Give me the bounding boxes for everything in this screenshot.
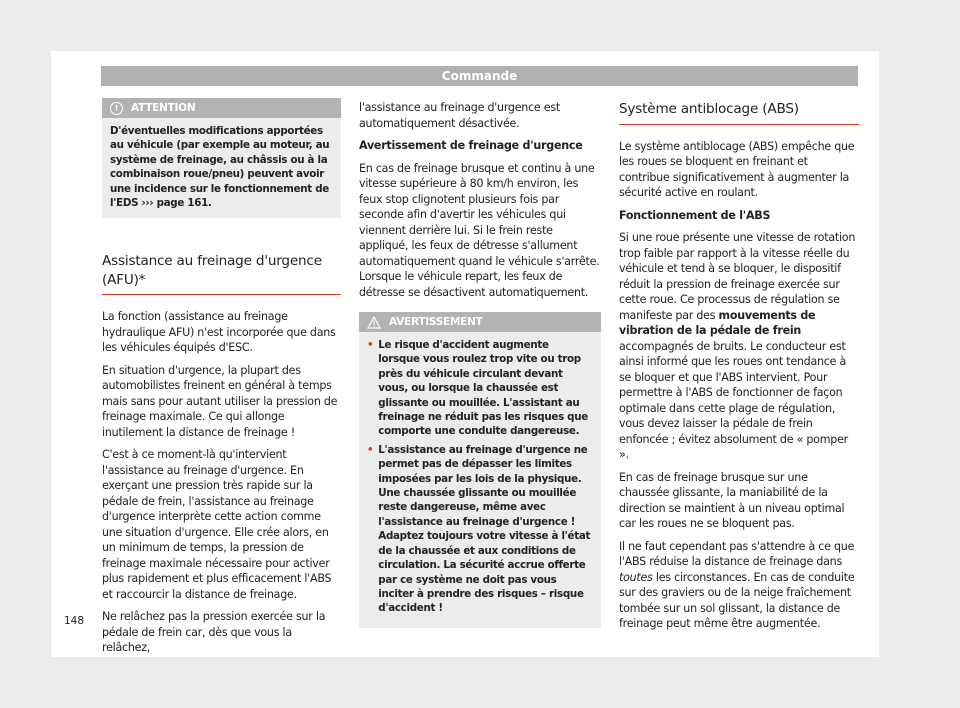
text-span: Si une roue présente une vitesse de rotation trop faible par rapport à la vitesse réelle du véhicule et tend à se bloquer, le dispositif réduit la pression de freinage exercée sur cette roue. Ce processus de régulation se manifeste par des (619, 231, 856, 322)
warning-item-text: L'assistance au freinage d'urgence ne permet pas de dépasser les limites imposées par les lois de la physique. Une chaussée glissante ou mouillée reste dangereuse, même avec l'assistance au freinage d'urgence ! Adaptez toujours votre vitesse à l'état de la chaussée et aux conditions de circulation. La sécurité accrue offerte par ce système ne doit pas vous inciter à prendre des risques – risque d'accident ! (378, 443, 591, 615)
warning-box (359, 312, 601, 628)
page-sheet (51, 51, 879, 657)
paragraph: En situation d'urgence, la plupart des automobilistes freinent en général à temps mais sans pour autant utiliser la pression de freinage maximale. Ce qui allonge inutilement la distance de freinage ! (102, 363, 338, 439)
paragraph: C'est à ce moment-là qu'intervient l'assistance au freinage d'urgence. En exerçant une pression très rapide sur la pédale de frein, l'assistance au freinage d'urgence interprète cette action comme une situation d'urgence. Elle crée alors, en un minimum de temps, la pression de freinage maximale nécessaire pour activer plus rapidement et plus efficacement l'ABS et raccourcir la distance de freinage. (102, 448, 332, 601)
warning-item-text: Le risque d'accident augmente lorsque vous roulez trop vite ou trop près du véhicule circulant devant vous, ou lorsque la chaussée est glissante ou mouillée. L'assistant au freinage ne réduit pas les risques que comporte une conduite dangereuse. (378, 339, 588, 438)
chapter-header: Commande (101, 66, 858, 86)
text-span: Il ne faut cependant pas s'attendre à ce que l'ABS réduise la distance de freinage dans (619, 539, 855, 568)
subhead-abs-function: Fonctionnement de l'ABS (619, 208, 771, 222)
emphasis-text: mouvements de vibration de la pédale de frein (619, 308, 816, 337)
section-title-abs: Système antiblocage (ABS) (619, 100, 859, 125)
warning-triangle-icon (367, 316, 381, 329)
attention-label: ATTENTION (131, 102, 196, 114)
bullet-icon: • (367, 443, 374, 456)
text-span: accompagnés de bruits. Le conducteur est ainsi informé que les roues ont tendance à se bloquer et que l'ABS intervient. Pour permettre à l'ABS de fonctionner de façon optimale dans cette plage de régulation, vous devez laisser la pédale de frein enfoncée ; évitez absolument de « pomper ». (619, 339, 848, 461)
attention-box (102, 98, 341, 218)
bullet-icon: • (367, 339, 374, 351)
info-circle-icon: ! (110, 102, 123, 115)
paragraph: En cas de freinage brusque sur une chaussée glissante, la maniabilité de la direction se maintient à un niveau optimal car les roues ne se bloquent pas. (619, 470, 845, 530)
text-span: les circonstances. En cas de conduite sur des graviers ou de la neige fraîchement tombée sur un sol glissant, la distance de freinage peut même être augmentée. (619, 570, 855, 630)
paragraph (619, 539, 859, 632)
column-left (102, 98, 341, 663)
paragraph: La fonction (assistance au freinage hydraulique AFU) n'est incorporée que dans les véhicules équipés d'ESC. (102, 310, 336, 355)
paragraph: l'assistance au freinage d'urgence est automatiquement désactivée. (359, 101, 560, 130)
emphasis-text: toutes (619, 570, 653, 584)
paragraph: Le système antiblocage (ABS) empêche que les roues se bloquent en freinant et contribue significativement à augmenter la sécurité active en roulant. (619, 139, 855, 199)
warning-body (359, 332, 601, 628)
paragraph (619, 230, 859, 463)
warning-box-header (359, 312, 601, 332)
column-middle (359, 100, 601, 628)
section-title-afu: Assistance au freinage d'urgence (AFU)* (102, 252, 341, 295)
list-item (367, 338, 593, 439)
attention-text: D'éventuelles modifications apportées au véhicule (par exemple au moteur, au système de freinage, au châssis ou à la combinaison roue/pneu) peuvent avoir une incidence sur le fonctionnement de l'EDS ››› page 161. (102, 118, 341, 218)
attention-box-header (102, 98, 341, 118)
column-right (619, 100, 859, 639)
paragraph: Ne relâchez pas la pression exercée sur la pédale de frein car, dès que vous la relâchez, (102, 610, 326, 655)
list-item (367, 443, 593, 616)
warning-label: AVERTISSEMENT (389, 316, 483, 328)
subhead-emergency-warning: Avertissement de freinage d'urgence (359, 139, 583, 152)
page-number: 148 (64, 615, 85, 627)
paragraph: En cas de freinage brusque et continu à une vitesse supérieure à 80 km/h environ, les feux stop clignotent plusieurs fois par seconde afin d'avertir les véhicules qui viennent derrière lui. Si le frein reste appliqué, les feux de détresse s'allument automatiquement quand le véhicule s'arrête. Lorsque le véhicule repart, les feux de détresse se désactivent automatiquement. (359, 161, 600, 299)
